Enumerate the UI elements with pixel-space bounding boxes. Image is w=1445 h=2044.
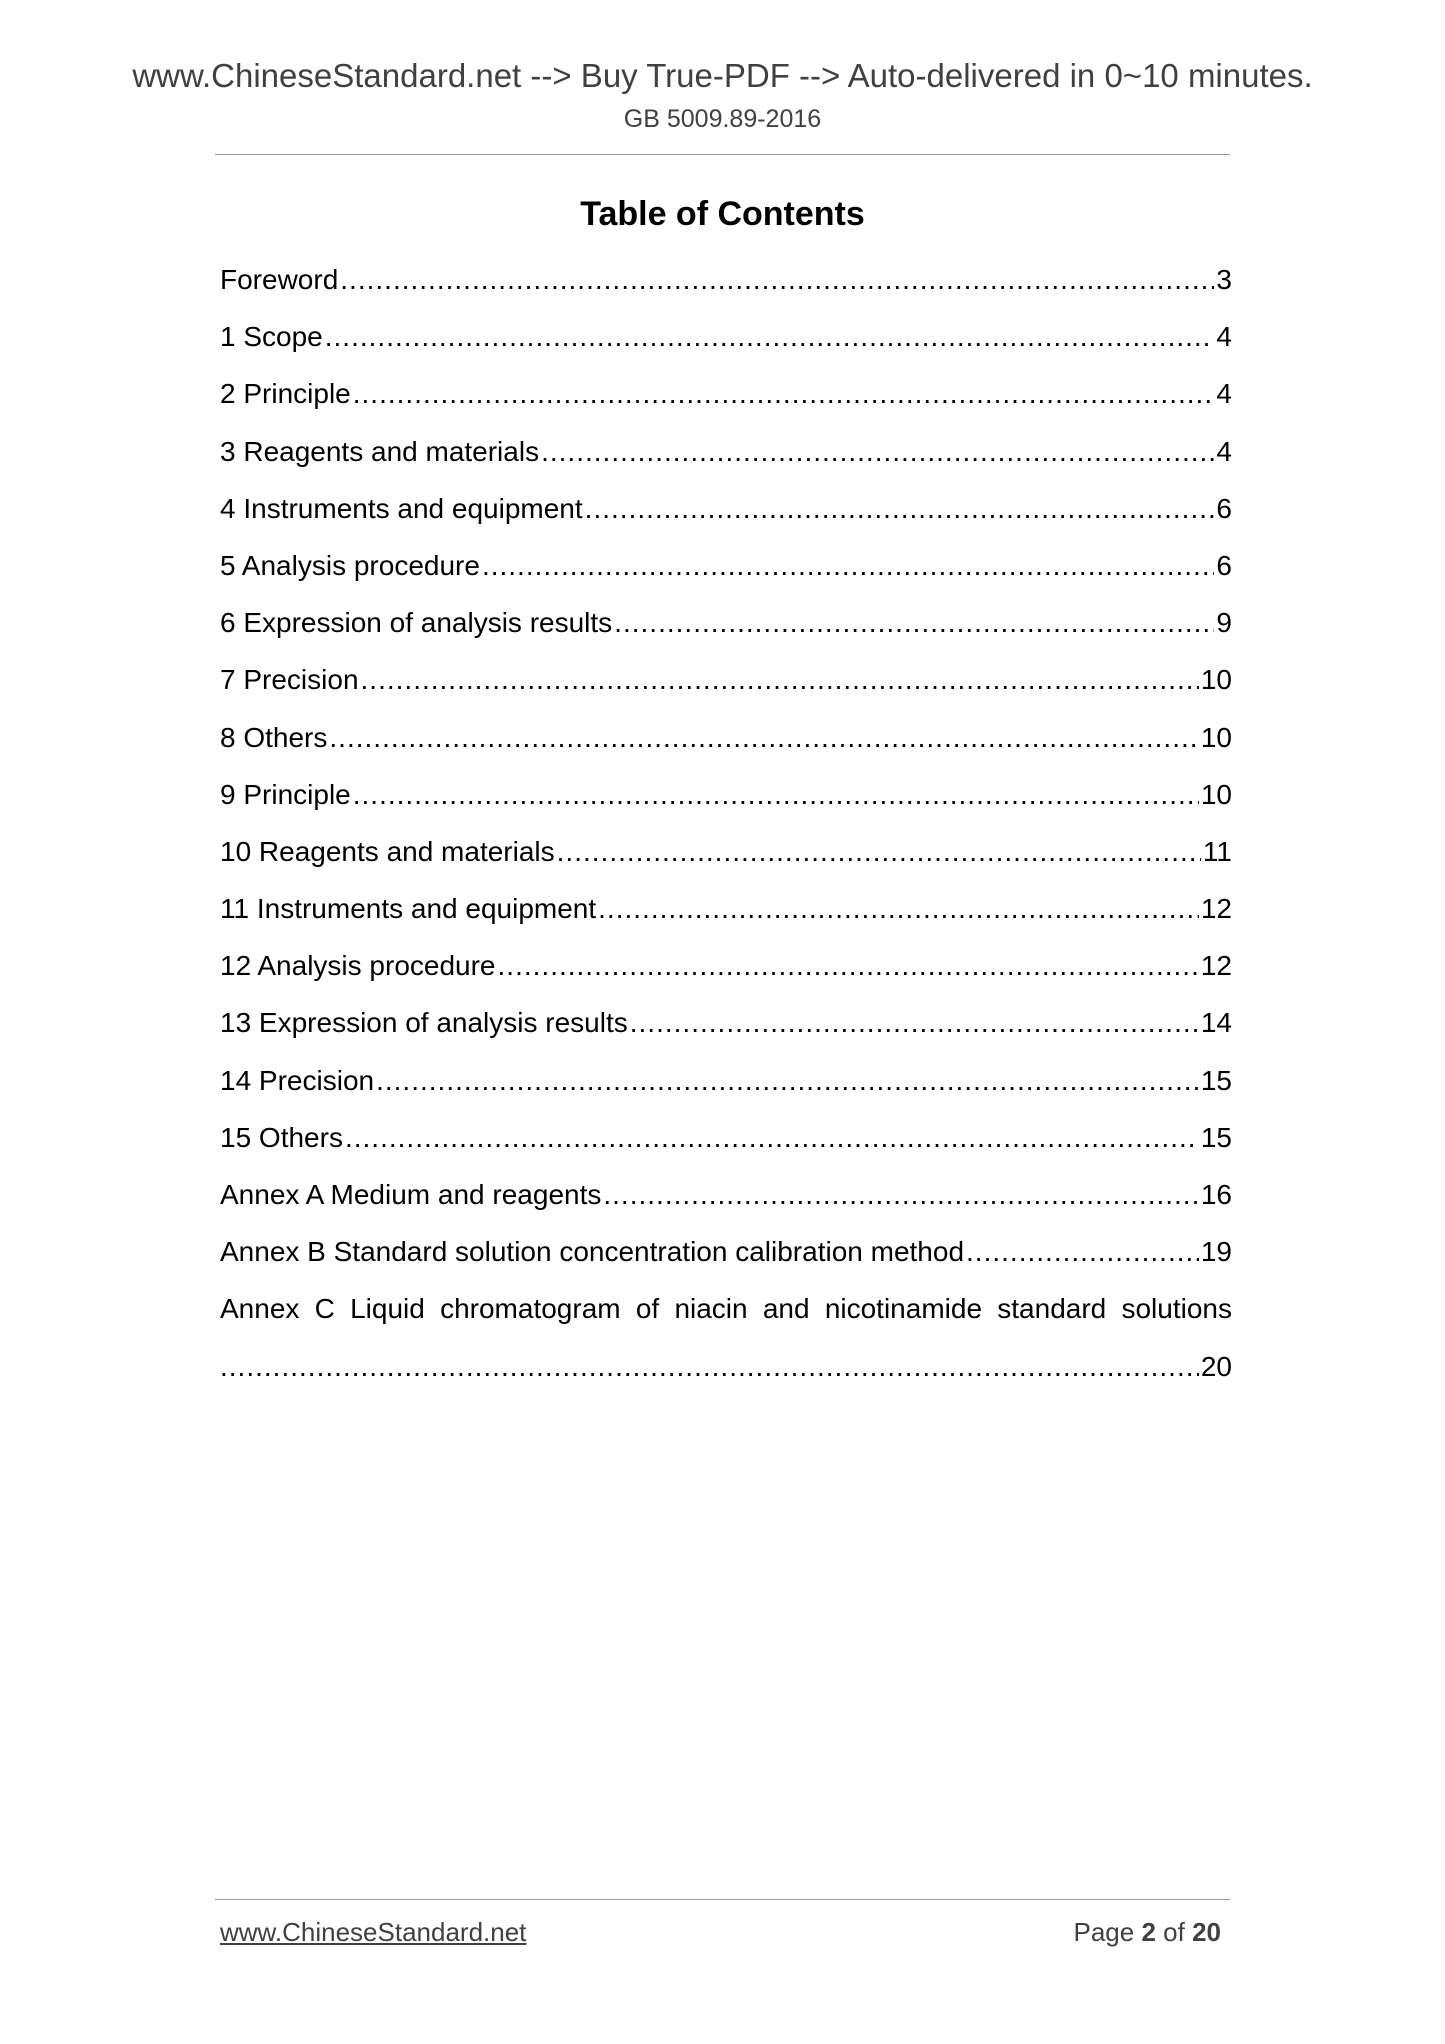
toc-entry-label: Annex B Standard solution concentration calibration method bbox=[220, 1236, 965, 1268]
toc-entry-label: 4 Instruments and equipment bbox=[220, 492, 583, 524]
dot-leader bbox=[220, 1347, 1199, 1387]
toc-entry-reagents[interactable] bbox=[220, 432, 1232, 489]
toc-entry-annex-c[interactable] bbox=[220, 1289, 1232, 1403]
dot-leader bbox=[603, 1175, 1198, 1215]
toc-entry-annex-a[interactable] bbox=[220, 1175, 1232, 1232]
dot-leader bbox=[630, 1003, 1199, 1043]
toc-entry-annex-b[interactable] bbox=[220, 1232, 1232, 1289]
dot-leader bbox=[345, 1118, 1199, 1158]
footer-page-number bbox=[1073, 1916, 1221, 1948]
toc-entry-analysis-procedure[interactable] bbox=[220, 546, 1232, 603]
toc-entry-page: 9 bbox=[1216, 607, 1232, 639]
header-divider bbox=[215, 154, 1230, 155]
toc-entry-label: 5 Analysis procedure bbox=[220, 549, 480, 581]
dot-leader bbox=[966, 1232, 1199, 1272]
dot-leader bbox=[361, 660, 1199, 700]
toc-entry-label: 10 Reagents and materials bbox=[220, 835, 555, 867]
toc-entry-reagents-2[interactable] bbox=[220, 832, 1232, 889]
toc-entry-expression-results-2[interactable] bbox=[220, 1003, 1232, 1060]
page-current: 2 bbox=[1141, 1917, 1156, 1947]
toc-entry-page: 4 bbox=[1216, 378, 1232, 410]
dot-leader bbox=[541, 432, 1214, 472]
toc-entry-page: 14 bbox=[1200, 1007, 1232, 1039]
dot-leader bbox=[329, 718, 1198, 758]
toc-entry-page: 20 bbox=[1200, 1350, 1232, 1382]
toc-entry-label: 6 Expression of analysis results bbox=[220, 607, 613, 639]
dot-leader bbox=[340, 260, 1214, 300]
toc-entry-page: 10 bbox=[1200, 721, 1232, 753]
toc-entry-page: 15 bbox=[1200, 1064, 1232, 1096]
toc-entry-instruments-2[interactable] bbox=[220, 889, 1232, 946]
toc-entry-label: 11 Instruments and equipment bbox=[220, 893, 597, 925]
toc-entry-others-2[interactable] bbox=[220, 1118, 1232, 1175]
toc-entry-instruments[interactable] bbox=[220, 489, 1232, 546]
toc-entry-analysis-procedure-2[interactable] bbox=[220, 946, 1232, 1003]
dot-leader bbox=[614, 603, 1214, 643]
toc-entry-expression-results[interactable] bbox=[220, 603, 1232, 660]
toc-entry-label: 12 Analysis procedure bbox=[220, 950, 496, 982]
toc-entry-page: 12 bbox=[1200, 950, 1232, 982]
footer-divider bbox=[215, 1899, 1230, 1900]
toc-entry-label: Annex A Medium and reagents bbox=[220, 1179, 602, 1210]
dot-leader bbox=[376, 1061, 1199, 1101]
toc-entry-label: 14 Precision bbox=[220, 1064, 375, 1096]
toc-entry-page: 16 bbox=[1200, 1179, 1232, 1210]
toc-entry-scope[interactable] bbox=[220, 317, 1232, 374]
page-prefix: Page bbox=[1073, 1917, 1135, 1947]
toc-title: Table of Contents bbox=[580, 195, 865, 233]
toc-entry-page: 6 bbox=[1216, 492, 1232, 524]
toc-entry-page: 6 bbox=[1216, 549, 1232, 581]
dot-leader bbox=[482, 546, 1214, 586]
toc-entry-label: 7 Precision bbox=[220, 664, 359, 696]
toc-entry-foreword[interactable] bbox=[220, 260, 1232, 317]
dot-leader bbox=[557, 832, 1201, 872]
toc-entry-principle[interactable] bbox=[220, 374, 1232, 431]
toc-entry-page: 15 bbox=[1200, 1121, 1232, 1153]
dot-leader bbox=[498, 946, 1199, 986]
dot-leader bbox=[598, 889, 1199, 929]
dot-leader bbox=[353, 775, 1199, 815]
page-total: 20 bbox=[1192, 1917, 1221, 1947]
toc-entry-label: 8 Others bbox=[220, 721, 328, 753]
toc-entry-label: 1 Scope bbox=[220, 321, 323, 353]
toc-entry-label: 13 Expression of analysis results bbox=[220, 1007, 628, 1039]
dot-leader bbox=[353, 374, 1215, 414]
toc-entry-page: 10 bbox=[1200, 778, 1232, 810]
toc-entry-precision-2[interactable] bbox=[220, 1061, 1232, 1118]
toc-entry-page: 4 bbox=[1216, 321, 1232, 353]
toc-entry-label: Foreword bbox=[220, 264, 339, 295]
toc-entry-others[interactable] bbox=[220, 718, 1232, 775]
dot-leader bbox=[585, 489, 1215, 529]
toc-entry-page: 19 bbox=[1200, 1236, 1232, 1268]
table-of-contents bbox=[220, 260, 1232, 1404]
page-of: of bbox=[1163, 1917, 1185, 1947]
standard-code: GB 5009.89-2016 bbox=[623, 105, 822, 133]
toc-entry-label: 3 Reagents and materials bbox=[220, 435, 540, 467]
footer-site-link[interactable]: www.ChineseStandard.net bbox=[220, 1917, 527, 1947]
toc-entry-precision[interactable] bbox=[220, 660, 1232, 717]
toc-entry-principle-2[interactable] bbox=[220, 775, 1232, 832]
toc-entry-label: 9 Principle bbox=[220, 778, 351, 810]
toc-entry-page: 4 bbox=[1216, 435, 1232, 467]
toc-entry-page: 10 bbox=[1200, 664, 1232, 696]
header-banner: www.ChineseStandard.net --> Buy True-PDF --> Auto-delivered in 0~10 minutes. bbox=[132, 57, 1313, 94]
toc-entry-page: 12 bbox=[1200, 893, 1232, 925]
toc-entry-page: 3 bbox=[1216, 264, 1232, 295]
toc-entry-label: Annex C Liquid chromatogram of niacin and nicotinamide standard solutions bbox=[220, 1293, 1232, 1325]
toc-entry-label: 15 Others bbox=[220, 1121, 343, 1153]
toc-entry-label: 2 Principle bbox=[220, 378, 351, 410]
dot-leader bbox=[325, 317, 1215, 357]
toc-entry-page: 11 bbox=[1202, 835, 1232, 867]
toc-entry-continuation bbox=[220, 1347, 1232, 1404]
